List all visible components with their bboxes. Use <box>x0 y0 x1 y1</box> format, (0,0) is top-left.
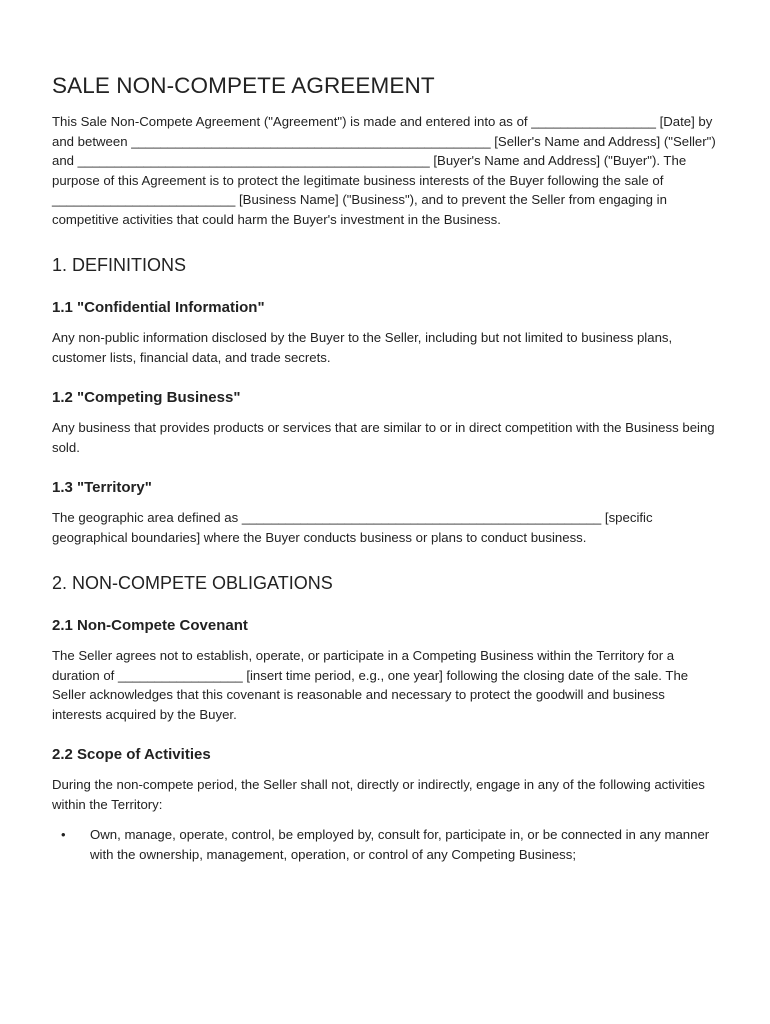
list-item-text: Own, manage, operate, control, be employed by, consult for, participate in, or be connected in any manner with the ownership, management, operation, or control of any Competing Business; <box>90 827 710 862</box>
scope-of-activities-text: During the non-compete period, the Seller shall not, directly or indirectly, engage in any of the following activities within the Territory: <box>52 777 705 812</box>
definition-territory-heading: 1.3 "Territory" <box>52 479 152 496</box>
non-compete-covenant-heading: 2.1 Non-Compete Covenant <box>52 617 248 634</box>
agreement-document <box>52 68 718 864</box>
section-definitions-heading: 1. DEFINITIONS <box>52 255 187 275</box>
definition-competing-business-heading: 1.2 "Competing Business" <box>52 389 241 406</box>
definition-competing-business-text: Any business that provides products or services that are similar to or in direct competition with the Business being sold. <box>52 420 715 455</box>
document-title: SALE NON-COMPETE AGREEMENT <box>52 73 435 98</box>
intro-paragraph: This Sale Non-Compete Agreement ("Agreement") is made and entered into as of _________________ [Date] by and between _________________________________________________ [Seller's Name and Address] ("Seller") and ________________________________________________ [Buyer's Name and Address] ("Buyer"). The purpose of this Agreement is to protect the legitimate business interests of the Buyer following the sale of _________________________ [Business Name] ("Business"), and to prevent the Seller from engaging in competitive activities that could harm the Buyer's investment in the Business. <box>52 114 716 227</box>
prohibited-activities-list <box>52 825 718 864</box>
definition-territory-text: The geographic area defined as _________________________________________________ [specific geographical boundaries] where the Buyer conducts business or plans to conduct business. <box>52 510 653 545</box>
bullet-icon: • <box>61 827 66 842</box>
list-item <box>52 825 718 864</box>
scope-of-activities-heading: 2.2 Scope of Activities <box>52 746 211 763</box>
definition-confidential-information-heading: 1.1 "Confidential Information" <box>52 299 265 316</box>
non-compete-covenant-text: The Seller agrees not to establish, operate, or participate in a Competing Business within the Territory for a duration of _________________ [insert time period, e.g., one year] following the closing date of the sale. The Seller acknowledges that this covenant is reasonable and necessary to protect the goodwill and business interests acquired by the Buyer. <box>52 648 689 722</box>
definition-confidential-information-text: Any non-public information disclosed by the Buyer to the Seller, including but not limited to business plans, customer lists, financial data, and trade secrets. <box>52 330 673 365</box>
section-non-compete-obligations-heading: 2. NON-COMPETE OBLIGATIONS <box>52 573 333 593</box>
